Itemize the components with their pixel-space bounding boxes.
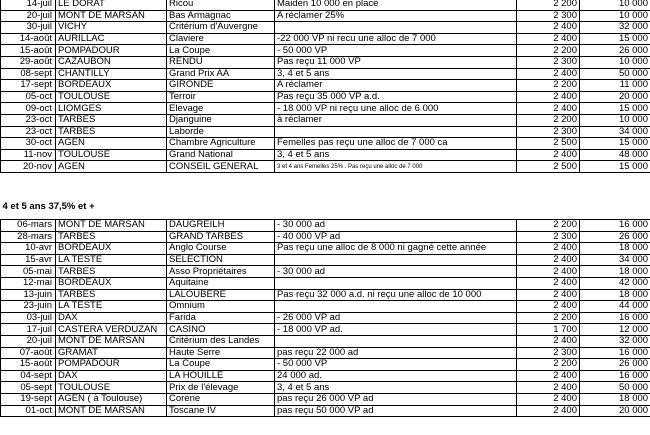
table-row	[1, 301, 650, 313]
races-table-section1	[0, 0, 650, 173]
venue-cell: MONT DE MARSAN	[56, 10, 167, 22]
prize-cell: 34 000	[580, 126, 650, 138]
prize-cell: 48 000	[580, 149, 650, 161]
race-cell: LALOUBERE	[167, 289, 275, 301]
note-cell: - 18 000 VP ad.	[275, 324, 517, 336]
note-cell: A réclamer 25%	[275, 10, 517, 22]
distance-cell: 2 200	[517, 312, 580, 324]
venue-cell: AGEN ( à Toulouse)	[56, 393, 167, 405]
race-cell: LA HOUILLE	[167, 370, 275, 382]
prize-cell: 12 000	[580, 324, 650, 336]
prize-cell: 26 000	[580, 359, 650, 371]
prize-cell: 15 000	[580, 161, 650, 173]
note-cell: - 18 000 VP ni reçu une alloc de 6 000	[275, 103, 517, 115]
note-cell: - 50 000 VP	[275, 45, 517, 57]
venue-cell: LIOMGES	[56, 103, 167, 115]
race-cell: Djanguine	[167, 114, 275, 126]
venue-cell: POMPADOUR	[56, 359, 167, 371]
section-heading-row	[1, 201, 650, 213]
venue-cell: AGEN	[56, 138, 167, 150]
venue-cell: TARBES	[56, 114, 167, 126]
table-row	[1, 126, 650, 138]
venue-cell: AURILLAC	[56, 33, 167, 45]
date-cell: 09-oct	[1, 103, 56, 115]
date-cell: 19-sept	[1, 393, 56, 405]
date-cell: 23-juin	[1, 301, 56, 313]
distance-cell: 2 400	[517, 393, 580, 405]
race-cell: Farida	[167, 312, 275, 324]
table-row	[1, 220, 650, 232]
race-cell: DAUGREILH	[167, 220, 275, 232]
prize-cell: 18 000	[580, 243, 650, 255]
date-cell: 20-nov	[1, 161, 56, 173]
table-row	[1, 149, 650, 161]
race-cell: GIRONDE	[167, 80, 275, 92]
race-cell: RENDU	[167, 56, 275, 68]
distance-cell: 2 200	[517, 0, 580, 10]
distance-cell: 2 400	[517, 149, 580, 161]
prize-cell: 16 000	[580, 347, 650, 359]
table-row	[1, 91, 650, 103]
note-cell: - 26 000 VP ad	[275, 312, 517, 324]
prize-cell: 26 000	[580, 231, 650, 243]
date-cell: 05-oct	[1, 91, 56, 103]
race-cell: Critérium des Landes	[167, 335, 275, 347]
date-cell: 15-août	[1, 359, 56, 371]
venue-cell: AGEN	[56, 161, 167, 173]
date-cell: 14-juil	[1, 0, 56, 10]
race-cell: Terroir	[167, 91, 275, 103]
note-cell: pas reçu 26 000 VP ad	[275, 393, 517, 405]
table-row	[1, 56, 650, 68]
table-row	[1, 22, 650, 34]
table-row	[1, 0, 650, 10]
race-cell: Haute Serre	[167, 347, 275, 359]
date-cell: 17-sept	[1, 80, 56, 92]
race-cell: Claviere	[167, 33, 275, 45]
venue-cell: POMPADOUR	[56, 45, 167, 57]
date-cell: 23-oct	[1, 114, 56, 126]
date-cell: 08-sept	[1, 68, 56, 80]
date-cell: 01-oct	[1, 405, 56, 417]
race-cell: Omnium	[167, 301, 275, 313]
table-row	[1, 161, 650, 173]
distance-cell: 2 400	[517, 33, 580, 45]
distance-cell: 2 400	[517, 91, 580, 103]
distance-cell: 2 300	[517, 231, 580, 243]
date-cell: 30-juil	[1, 22, 56, 34]
distance-cell: 2 300	[517, 10, 580, 22]
race-cell: Grand National	[167, 149, 275, 161]
prize-cell: 50 000	[580, 68, 650, 80]
race-cell: Grand Prix AA	[167, 68, 275, 80]
race-cell: Anglo Course	[167, 243, 275, 255]
date-cell: 03-juil	[1, 312, 56, 324]
table-row	[1, 10, 650, 22]
prize-cell: 15 000	[580, 103, 650, 115]
race-cell: CONSEIL GENERAL	[167, 161, 275, 173]
race-cell: Ricou	[167, 0, 275, 10]
prize-cell: 18 000	[580, 266, 650, 278]
note-cell	[275, 254, 517, 266]
table-row	[1, 324, 650, 336]
race-cell: Critérium d'Auvergne	[167, 22, 275, 34]
race-cell: Toscane IV	[167, 405, 275, 417]
venue-cell: LE DORAT	[56, 0, 167, 10]
date-cell: 20-juil	[1, 10, 56, 22]
prize-cell: 11 000	[580, 80, 650, 92]
date-cell: 17-juil	[1, 324, 56, 336]
date-cell: 14-août	[1, 33, 56, 45]
distance-cell: 2 200	[517, 220, 580, 232]
date-cell: 05-mai	[1, 266, 56, 278]
prize-cell: 10 000	[580, 56, 650, 68]
distance-cell: 2 200	[517, 359, 580, 371]
distance-cell: 2 400	[517, 68, 580, 80]
prize-cell: 16 000	[580, 220, 650, 232]
races-table-section2	[0, 201, 650, 417]
table-row	[1, 393, 650, 405]
distance-cell: 2 400	[517, 335, 580, 347]
date-cell: 28-mars	[1, 231, 56, 243]
table-row	[1, 231, 650, 243]
venue-cell: GRAMAT	[56, 347, 167, 359]
date-cell: 13-juin	[1, 289, 56, 301]
prize-cell: 10 000	[580, 114, 650, 126]
distance-cell: 2 400	[517, 243, 580, 255]
prize-cell: 20 000	[580, 405, 650, 417]
distance-cell: 2 300	[517, 347, 580, 359]
venue-cell: BORDEAUX	[56, 243, 167, 255]
note-cell: - 50 000 VP	[275, 359, 517, 371]
venue-cell: MONT DE MARSAN	[56, 405, 167, 417]
prize-cell: 32 000	[580, 335, 650, 347]
venue-cell: DAX	[56, 312, 167, 324]
venue-cell: MONT DE MARSAN	[56, 335, 167, 347]
date-cell: 10-avr	[1, 243, 56, 255]
note-cell: 24 000 ad.	[275, 370, 517, 382]
table-row	[1, 68, 650, 80]
venue-cell: DAX	[56, 370, 167, 382]
venue-cell: TOULOUSE	[56, 149, 167, 161]
distance-cell: 2 200	[517, 45, 580, 57]
date-cell: 11-nov	[1, 149, 56, 161]
distance-cell: 2 400	[517, 22, 580, 34]
distance-cell: 2 400	[517, 301, 580, 313]
distance-cell: 2 400	[517, 277, 580, 289]
distance-cell: 2 300	[517, 56, 580, 68]
venue-cell: TARBES	[56, 126, 167, 138]
note-cell: 3, 4 et 5 ans	[275, 149, 517, 161]
prize-cell: 15 000	[580, 33, 650, 45]
date-cell: 06-mars	[1, 220, 56, 232]
date-cell: 07-août	[1, 347, 56, 359]
prize-cell: 18 000	[580, 289, 650, 301]
note-cell: - 40 000 VP ad	[275, 231, 517, 243]
note-cell	[275, 301, 517, 313]
venue-cell: CHANTILLY	[56, 68, 167, 80]
table-row	[1, 405, 650, 417]
table-row	[1, 243, 650, 255]
date-cell: 30-oct	[1, 138, 56, 150]
distance-cell: 2 400	[517, 370, 580, 382]
table-row	[1, 114, 650, 126]
table-row	[1, 45, 650, 57]
note-cell: 3, 4 et 5 ans	[275, 68, 517, 80]
venue-cell: CAZAUBON	[56, 56, 167, 68]
note-cell	[275, 277, 517, 289]
venue-cell: BORDEAUX	[56, 277, 167, 289]
table-row	[1, 312, 650, 324]
prize-cell: 16 000	[580, 312, 650, 324]
race-cell: Aquitaine	[167, 277, 275, 289]
venue-cell: CASTERA VERDUZAN	[56, 324, 167, 336]
prize-cell: 32 000	[580, 22, 650, 34]
venue-cell: VICHY	[56, 22, 167, 34]
table-row	[1, 254, 650, 266]
note-cell: pas reçu 50 000 VP ad	[275, 405, 517, 417]
race-cell: Elevage	[167, 103, 275, 115]
table-row	[1, 33, 650, 45]
prize-cell: 15 000	[580, 138, 650, 150]
venue-cell: TOULOUSE	[56, 91, 167, 103]
table-row	[1, 277, 650, 289]
note-cell: 3, 4 et 5 ans	[275, 382, 517, 394]
table-row	[1, 347, 650, 359]
table-row	[1, 370, 650, 382]
distance-cell: 2 400	[517, 289, 580, 301]
distance-cell: 2 200	[517, 114, 580, 126]
race-cell: Corene	[167, 393, 275, 405]
distance-cell: 2 500	[517, 161, 580, 173]
date-cell: 15-août	[1, 45, 56, 57]
section-heading: 4 et 5 ans 37,5% et +	[2, 201, 95, 212]
venue-cell: TOULOUSE	[56, 382, 167, 394]
note-cell: pas reçu 22 000 ad	[275, 347, 517, 359]
distance-cell: 2 400	[517, 266, 580, 278]
venue-cell: LA TESTE	[56, 301, 167, 313]
race-cell: La Coupe	[167, 359, 275, 371]
prize-cell: 44 000	[580, 301, 650, 313]
prize-cell: 18 000	[580, 393, 650, 405]
date-cell: 04-sept	[1, 370, 56, 382]
note-cell: 3 et 4 ans Femelles 25% . Pas reçu une alloc de 7 000	[275, 161, 517, 173]
prize-cell: 10 000	[580, 10, 650, 22]
race-cell: GRAND TARBES	[167, 231, 275, 243]
distance-cell: 2 400	[517, 405, 580, 417]
prize-cell: 50 000	[580, 382, 650, 394]
venue-cell: TARBES	[56, 266, 167, 278]
distance-cell: 2 400	[517, 103, 580, 115]
note-cell: - 30 000 ad	[275, 266, 517, 278]
note-cell: Femelles pas reçu une alloc de 7 000 ca	[275, 138, 517, 150]
prize-cell: 20 000	[580, 91, 650, 103]
note-cell: - 30 000 ad	[275, 220, 517, 232]
race-cell: Prix de l'élevage	[167, 382, 275, 394]
race-cell: CASINO	[167, 324, 275, 336]
venue-cell: BORDEAUX	[56, 80, 167, 92]
prize-cell: 16 000	[580, 370, 650, 382]
date-cell: 29-août	[1, 56, 56, 68]
prize-cell: 42 000	[580, 277, 650, 289]
prize-cell: 34 000	[580, 254, 650, 266]
distance-cell: 2 300	[517, 126, 580, 138]
race-cell: Chambre Agriculture	[167, 138, 275, 150]
note-cell	[275, 22, 517, 34]
table-row	[1, 382, 650, 394]
race-cell: Laborde	[167, 126, 275, 138]
prize-cell: 10 000	[580, 0, 650, 10]
table-row	[1, 266, 650, 278]
venue-cell: MONT DE MARSAN	[56, 220, 167, 232]
race-cell: La Coupe	[167, 45, 275, 57]
note-cell: Pas reçu 11 000 VP	[275, 56, 517, 68]
note-cell: A réclamer	[275, 80, 517, 92]
table-row	[1, 289, 650, 301]
venue-cell: TARBES	[56, 289, 167, 301]
race-cell: SELECTION	[167, 254, 275, 266]
note-cell: Pas reçu 32 000 a.d. ni reçu une alloc de 10 000	[275, 289, 517, 301]
prize-cell: 26 000	[580, 45, 650, 57]
date-cell: 15-avr	[1, 254, 56, 266]
table-row	[1, 359, 650, 371]
note-cell: à réclamer	[275, 114, 517, 126]
table-row	[1, 335, 650, 347]
distance-cell: 2 400	[517, 382, 580, 394]
race-cell: Bas Armagnac	[167, 10, 275, 22]
distance-cell: 1 700	[517, 324, 580, 336]
note-cell	[275, 126, 517, 138]
distance-cell: 2 400	[517, 254, 580, 266]
table-row	[1, 80, 650, 92]
venue-cell: LA TESTE	[56, 254, 167, 266]
race-cell: Asso Propriétaires	[167, 266, 275, 278]
date-cell: 23-oct	[1, 126, 56, 138]
note-cell: Pas reçu une alloc de 8 000 ni gagné cette année	[275, 243, 517, 255]
note-cell	[275, 335, 517, 347]
date-cell: 05-sept	[1, 382, 56, 394]
note-cell: Maiden 10 000 en place	[275, 0, 517, 10]
date-cell: 12-mai	[1, 277, 56, 289]
venue-cell: TARBES	[56, 231, 167, 243]
distance-cell: 2 500	[517, 138, 580, 150]
date-cell: 20-juil	[1, 335, 56, 347]
table-row	[1, 103, 650, 115]
table-row	[1, 138, 650, 150]
distance-cell: 2 200	[517, 80, 580, 92]
note-cell: -22 000 VP ni recu une alloc de 7 000	[275, 33, 517, 45]
note-cell: Pas reçu 35 000 VP a.d.	[275, 91, 517, 103]
